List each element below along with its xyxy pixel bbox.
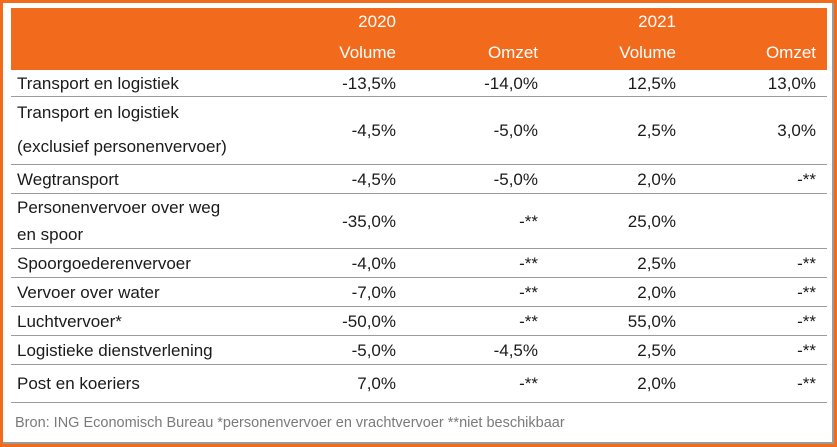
row-label: Wegtransport [17, 169, 119, 189]
cell-value: -** [519, 211, 538, 231]
cell-value: 25,0% [627, 211, 676, 231]
row-label: Personenvervoer over weg [17, 198, 221, 217]
cell-value: 2,0% [637, 374, 676, 393]
cell-value: -7,0% [351, 282, 396, 302]
table-row [11, 365, 827, 403]
cell-value: 2,5% [637, 253, 676, 273]
column-heading-volume-2021: Volume [619, 43, 676, 62]
year-2020-heading: 2020 [358, 12, 396, 31]
cell-value: 7,0% [357, 374, 396, 393]
cell-value: 2,0% [637, 169, 676, 189]
table-row [11, 165, 827, 194]
source-note: Bron: ING Economisch Bureau *personenvervoer en vrachtvervoer **niet beschikbaar [15, 415, 565, 431]
column-heading-omzet-2020: Omzet [487, 43, 538, 62]
cell-value: -4,5% [351, 121, 396, 140]
table-row [11, 336, 827, 365]
year-2021-heading: 2021 [638, 12, 676, 31]
cell-value: -** [519, 282, 538, 302]
cell-value: -14,0% [484, 73, 538, 93]
table-row [11, 278, 827, 307]
row-label: Vervoer over water [17, 282, 160, 302]
row-label: Luchtvervoer* [17, 311, 122, 331]
cell-value: -** [797, 282, 816, 302]
cell-value: -** [519, 253, 538, 273]
cell-value: 12,5% [627, 73, 676, 93]
row-label-line2: en spoor [17, 225, 84, 244]
row-label-line2: (exclusief personenvervoer) [17, 137, 227, 156]
cell-value: -4,5% [493, 340, 538, 360]
cell-value: 2,0% [637, 282, 676, 302]
cell-value: -** [797, 311, 816, 331]
cell-value: -** [797, 169, 816, 189]
table-row [11, 194, 827, 249]
cell-value: 3,0% [777, 121, 816, 140]
row-label: Transport en logistiek [17, 73, 179, 93]
table-row [11, 249, 827, 278]
cell-value: -50,0% [342, 311, 396, 331]
cell-value: -5,0% [493, 169, 538, 189]
column-heading-omzet-2021: Omzet [765, 43, 816, 62]
cell-value: -5,0% [493, 121, 538, 140]
cell-value: -5,0% [351, 340, 396, 360]
cell-value: -** [797, 253, 816, 273]
cell-value: 55,0% [627, 311, 676, 331]
cell-value: -** [519, 311, 538, 331]
cell-value: -35,0% [342, 211, 396, 231]
cell-value: -** [519, 374, 538, 393]
cell-value: -** [797, 340, 816, 360]
cell-value: 2,5% [637, 340, 676, 360]
cell-value: -** [797, 374, 816, 393]
cell-value: 13,0% [767, 73, 816, 93]
column-heading-volume-2020: Volume [339, 43, 396, 62]
row-label: Post en koeriers [17, 374, 140, 393]
table-header [11, 8, 827, 70]
table-row [11, 307, 827, 336]
cell-value: -13,5% [342, 73, 396, 93]
row-divider [11, 402, 827, 403]
cell-value: -4,5% [351, 169, 396, 189]
row-label: Transport en logistiek [17, 103, 179, 122]
table-row [11, 70, 827, 97]
row-label: Logistieke dienstverlening [17, 340, 213, 360]
cell-value: 2,5% [637, 121, 676, 140]
table-row [11, 97, 827, 165]
row-label: Spoorgoederenvervoer [17, 253, 191, 273]
cell-value: -4,0% [351, 253, 396, 273]
